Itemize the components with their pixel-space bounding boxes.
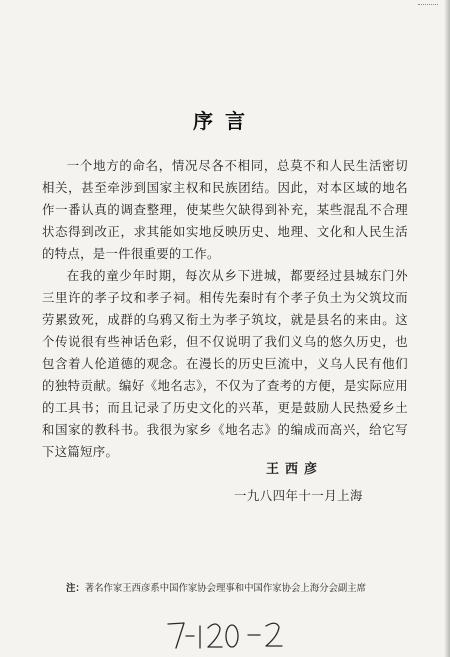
footnote-text: 著名作家王西彦系中国作家协会理事和中国作家协会上海分会副主席 <box>84 583 367 594</box>
paragraph-2: 在我的童少年时期，每次从乡下进城，都要经过县城东门外三里许的孝子坟和孝子祠。相传先秦时有个孝子负土为父筑坟而劳累致死，成群的乌鸦又衔土为孝子筑坟，就是县名的来由。这个传说很有些神话色彩，但不仅说明了我们义乌的悠久历史，也包含着人伦道德的观念。在漫长的历史巨流中，义乌人民有他们的独特贡献。编好《地名志》，不仅为了查考的方便，是实际应用的工具书；而且记录了历史文化的兴革，更是鼓励人民热爱乡土和国家的教科书。我很为家乡《地名志》的编成而高兴，给它写下这篇短序。 <box>42 268 408 459</box>
date-place: 一九八四年十一月上海 <box>234 488 363 503</box>
footnote-label: 注： <box>66 583 85 594</box>
scan-speck <box>418 4 438 13</box>
preface-body <box>42 155 408 463</box>
paragraph-1: 一个地方的命名，情况尽各不相同，总莫不和人民生活密切相关，甚至牵涉到国家主权和民族团结。因此，对本区域的地名作一番认真的调查整理，使某些欠缺得到补充，某些混乱不合理状态得到改正，求其能如实地反映历史、地理、文化和人民生活的特点，是一件很重要的工作。 <box>42 158 408 261</box>
footnote <box>66 580 366 594</box>
page-edge-shadow <box>444 0 450 657</box>
preface-title: 序言 <box>193 109 257 133</box>
handwritten-note <box>162 614 292 654</box>
author-signature: 王西彦 <box>266 462 324 477</box>
